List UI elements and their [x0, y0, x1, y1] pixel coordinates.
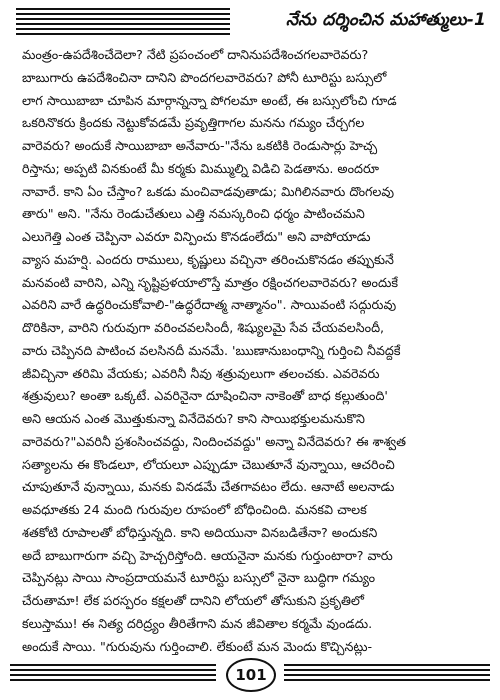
text-line: వ్యాస మహర్షి. ఎందరు రాములు, కృష్ణులు వచ్చినా తరించుకొనడం తప్పుకునే [22, 251, 394, 267]
text-line: అదే బాబుగారుగా వచ్చి హెచ్చరిస్తోంది. ఆయనైనా మనకు గుర్తుంటారా? వారు [22, 547, 393, 563]
text-line: శత్రువులు? అంతా ఒక్కటే. ఎవరినైనా దూషించినా నాకెంతో బాధ కల్లుతుంది' [22, 388, 388, 404]
text-line: ఒకరినొకరు క్రిందకు నెట్టుకోవడమే ప్రవృత్తిగాగల మనను గమ్యం చేర్చగల [22, 115, 365, 131]
text-line: తారు" అని. "నేను రెండుచేతులు ఎత్తి నమస్కరించి ధర్మం పాటించమని [22, 206, 365, 222]
text-line: అందుకే సాయి. "గురువును గుర్తించాలి. లేకుంటే మన మెందు కొచ్చినట్లు- [22, 638, 373, 654]
text-line: బాబుగారు ఉపదేశించినా దానిని పొందగలవారెవరు? పోనీ టూరిస్టు బస్సులో [22, 69, 387, 85]
running-title: నేను దర్శించిన మహాత్ములు-1 [285, 10, 486, 30]
text-line: వారెవరు?"ఎవరినీ ప్రశంసించవద్దు, నిందించవద్దు" అన్నా వినేదెవరు? ఈ శాశ్వత [22, 433, 406, 449]
page-header [16, 8, 486, 38]
text-line: కలుస్తాము! ఈ నిత్య దరిద్ర్యం తీరితేగాని మన జీవితాల కర్మమే వుండదు. [22, 615, 373, 631]
footer-ornamental-rule-right [284, 664, 490, 684]
text-line: చెప్పినట్లు సాయి సాంప్రదాయమనే టూరిస్టు బస్సులో నైనా బుద్ధిగా గమ్యం [22, 570, 376, 586]
page-footer [10, 658, 490, 694]
text-line: మనవంటి వారిని, ఎన్ని సృష్టిప్రళయాలొస్తే మాత్రం రక్షించగలవారెవరు? అందుకే [22, 274, 398, 290]
header-ornamental-rule [16, 8, 230, 38]
text-line: లాగ సాయిబాబా చూపిన మార్గాన్నన్నా పోగలమా అంటే, ఈ బస్సులోంచి గూడ [22, 92, 397, 108]
text-line: ఎవరిని వారే ఉద్ధరించుకోవాలి-"ఉద్ధరేదాత్మ నాత్మానం". సాయివంటి సద్గురువు [22, 297, 397, 313]
text-line: నావారే. కాని ఏం చేస్తాం? ఒకడు మంచివాడవుతాడు; మిగిలినవారు దొంగలవు [22, 183, 395, 199]
text-line: జీవిచ్చినా తరిమి వేయకు; ఎవరినీ నీవు శత్రువులుగా తలంచకు. ఎవరెవరు [22, 365, 380, 381]
text-line: చూపుతూనే వున్నాయి, మనకు వినడమే చేతగావటం లేదు. ఆనాటే అలనాడు [22, 479, 395, 495]
text-line: అని ఆయన ఎంత మొత్తుకున్నా వినేదెవరు? కాని సాయిభక్తులమనుకొని [22, 411, 365, 426]
text-line: సత్యాలను ఈ కొండలూ, లోయలూ ఎప్పుడూ చెబుతూనే వున్నాయి, ఆచరించి [22, 456, 395, 472]
text-line: శతకోటి రూపాలతో బోధిస్తున్నది. కాని అదియునా వినబడితేనా? అందుకని [22, 524, 378, 540]
text-line: దొరికినా, వారిని గురువుగా వరించవలసిందీ, శిష్యులమై సేవ చేయవలసిందీ, [22, 320, 385, 335]
text-line: వారు చెప్పినది పాటించ వలసినదీ మనమే. 'ఋణానుబంధాన్ని గుర్తించి నీవద్దకే [22, 342, 401, 358]
text-line: అవధూతకు 24 మంది గురువుల రూపంలో బోధించింది. మనకవి చాలక [22, 502, 367, 517]
body-text [22, 44, 480, 658]
text-line: వారెవరు? అందుకే సాయిబాబా అనేవారు-"నేను ఒకటికి రెండుసార్లు హెచ్చ [22, 138, 378, 153]
page-number: 101 [226, 658, 276, 692]
footer-ornamental-rule-left [10, 664, 216, 684]
text-line: మంత్రం-ఉపదేశించేదెలా? నేటి ప్రపంచంలో దానినుపదేశించగలవారెవరు? [22, 47, 369, 62]
text-line: ఎలుగెత్తి ఎంత చెప్పినా ఎవరూ విన్పించు కొనడంలేదు" అని వాపోయాడు [22, 229, 371, 244]
text-line: చేరుతామా! లేక పరస్పరం కక్షలతో దానిని లోయలో తోసుకుని ప్రకృతిలో [22, 593, 364, 608]
text-line: రిస్తాను; అప్పటి వినకుంటే మీ కర్మకు మిమ్ముల్ని విడిచి పెడతాను. అందరూ [22, 160, 379, 176]
